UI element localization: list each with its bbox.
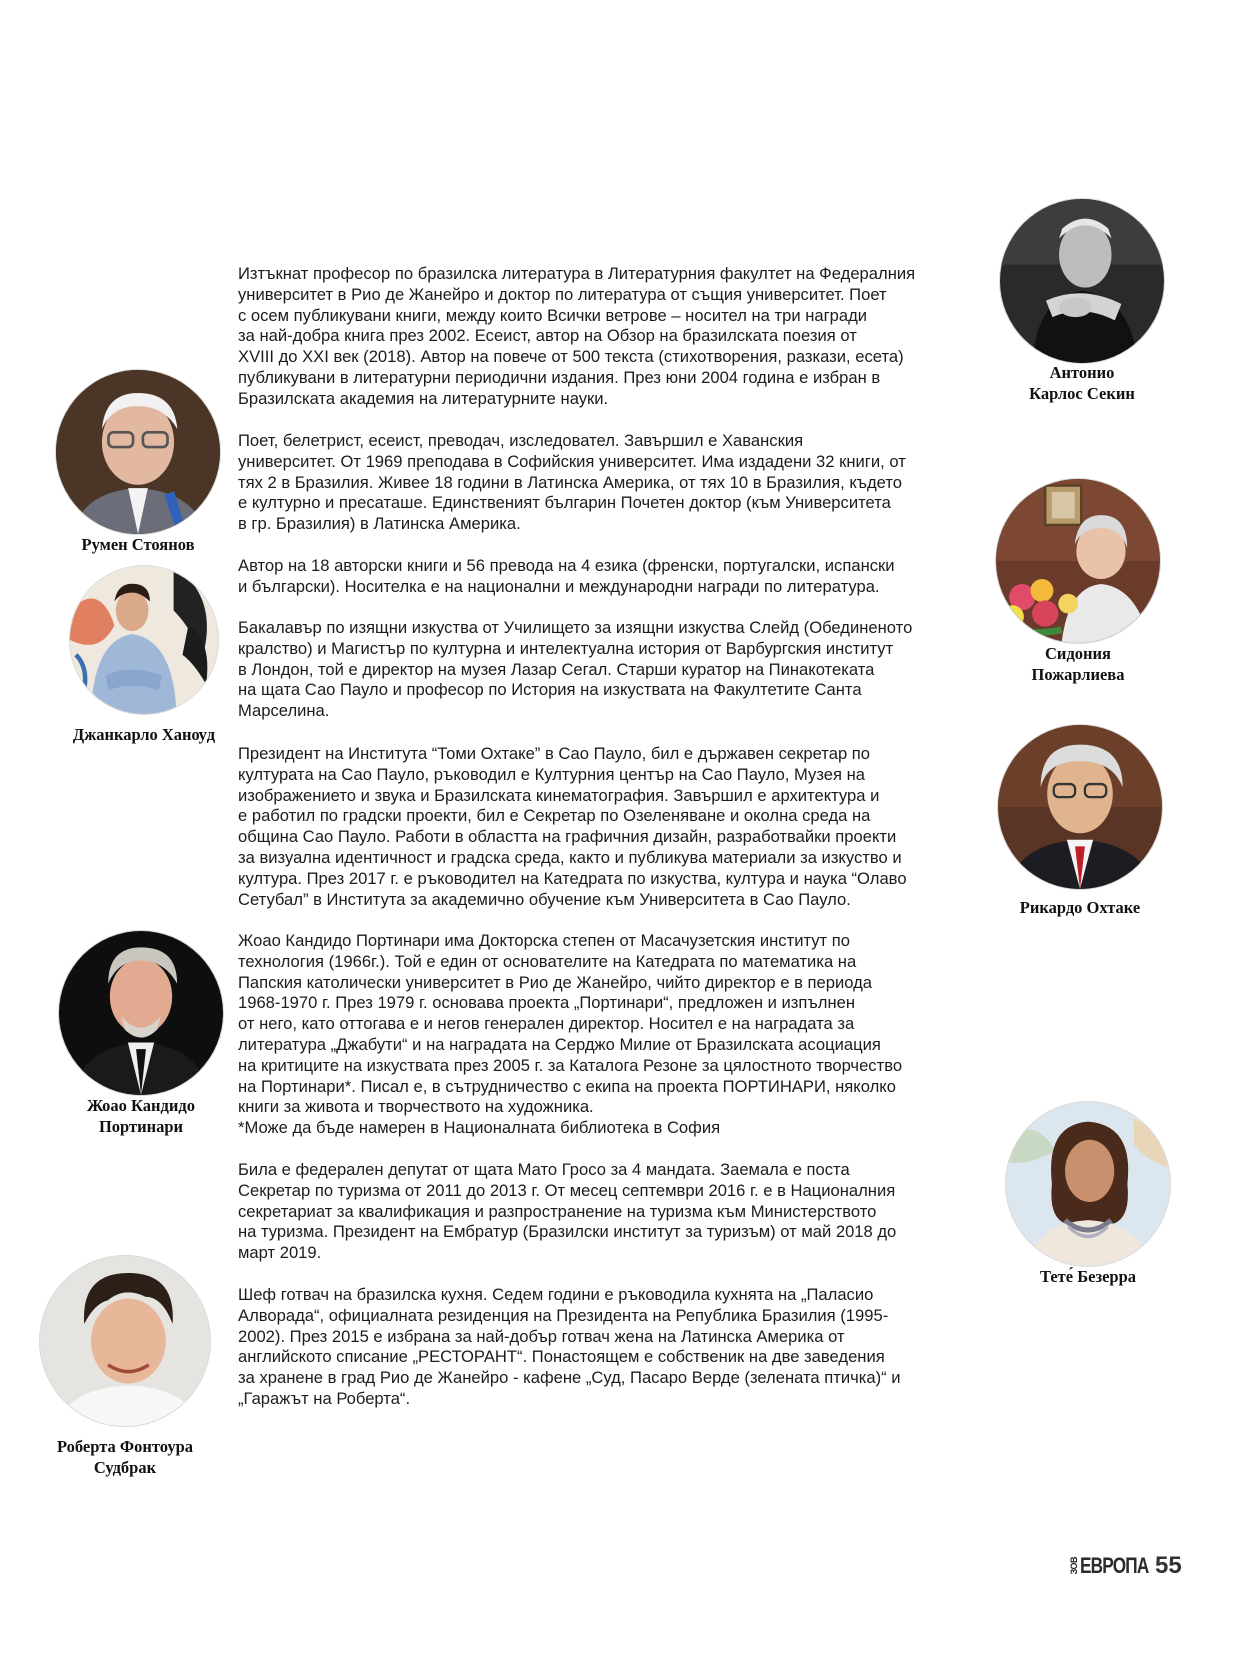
- caption-stoyanov: Румен Стоянов: [81, 535, 195, 554]
- portrait-hanud-graphic: [70, 566, 218, 714]
- caption-hanud: Джанкарло Ханѹд: [72, 725, 216, 744]
- caption-portinari: Жоао Кандидо Портинари: [87, 1096, 195, 1136]
- portrait-bezerra-graphic: [1006, 1102, 1170, 1266]
- brand-prefix: ЗОВ: [1069, 1557, 1079, 1575]
- brand-name: ЕВРОПА: [1080, 1553, 1149, 1578]
- footnote: *Може да бъде намерен в Националната библиотека в София: [238, 1118, 721, 1138]
- caption-sudbrak: Роберта Фонтоура Судбрак: [56, 1437, 194, 1477]
- portrait-bezerra-photo: [1006, 1102, 1170, 1266]
- portrait-sekin-graphic: [1000, 199, 1164, 363]
- portrait-sekin-photo: [1000, 199, 1164, 363]
- portrait-ohtake-photo: [998, 725, 1162, 889]
- magazine-logo: [1070, 1553, 1168, 1579]
- bio-paragraph-sudbrak: Шеф готвач на бразилска кухня. Седем години е ръководила кухнята на „Паласио Алворада“, официалната резиденция на Президента на Република Бразилия (1995- 2002). През 2015 е избрана за най-добър готвач жена на Латинска Америка от английското списание „РЕСТОРАНТ“. Понастоящем е собственик на две заведения за хранене в град Рио де Жанейро - кафене „Суд, Пасаро Верде (зелената птичка)“ и „Гаражът на Роберта“.: [238, 1285, 901, 1408]
- portrait-sudbrak-photo: [40, 1256, 210, 1426]
- portrait-portinari-graphic: [59, 931, 223, 1095]
- caption-pozharlieva: Сидония Пожарлиева: [1031, 644, 1125, 684]
- bio-paragraph-pozharlieva: Автор на 18 авторски книги и 56 превода на 4 езика (френски, португалски, испански и български). Носителка е на национални и международни награди по литература.: [238, 556, 895, 596]
- bio-paragraph-stoyanov: Поет, белетрист, есеист, преводач, изследовател. Завършил е Хаванския университет. От 1969 преподава в Софийския университет. Има издадени 32 книги, от тях 2 в Бразилия. Живее 18 години в Латинска Америка, от тях 10 в Бразилия, където е културно и пресаташе. Единственият българин Почетен доктор (към Университета в гр. Бразилия) в Латинска Америка.: [238, 431, 906, 534]
- caption-sekin: Антонио Карлос Секин: [1029, 363, 1135, 403]
- caption-bezerra: Тете́ Безерра: [1039, 1267, 1137, 1286]
- portrait-stoyanov-photo: [56, 370, 220, 534]
- bio-paragraph-sekin: Изтъкнат професор по бразилска литература в Литературния факултет на Федералния университет в Рио де Жанейро и доктор по литература от същия университет. Поет с осем публикувани книги, между които Всички ветрове – носител на три награди за най-добра книга през 2002. Есеист, автор на Обзор на бразилската поезия от XVIII до XXI век (2018). Автор на повече от 500 текста (стихотворения, разкази, есета) публикувани в литературни периодични издания. През юни 2004 година е избран в Бразилската академия на литературните науки.: [238, 264, 916, 408]
- bio-paragraph-bezerra: Била е федерален депутат от щата Мато Гросо за 4 мандата. Заемала е поста Секретар по туризма от 2011 до 2013 г. От месец септември 2016 г. е в Националния секретариат за квалификация и разпространение на туризма към Министерството на туризма. Президент на Ембратур (Бразилски институт за туризъм) от май 2018 до март 2019.: [238, 1160, 897, 1263]
- bio-paragraph-portinari: Жоао Кандидо Портинари има Докторска степен от Масачузетския институт по технология (1966г.). Той е един от основателите на Катедрата по математика на Папския католически университет в Рио де Жанейро, чийто директор е в периода 1968-1970 г. През 1979 г. основава проекта „Портинари“, предложен и изпълнен от него, като оттогава е и негов генерален директор. Носител е на наградата за литература „Джабути“ и на наградата на Серджо Милие от Бразилската асоциация на критиците на изкуствата през 2005 г. за Каталога Резоне за цялостното творчество на Портинари*. Писал е, в сътрудничество с екипа на проекта ПОРТИНАРИ, няколко книги за живота и творчеството на художника. *Може да бъде намерен в Националната библиотека в София: [238, 931, 983, 1139]
- caption-ohtake: Рикардо Охтаке: [1019, 898, 1141, 917]
- portrait-ohtake-graphic: [998, 725, 1162, 889]
- portrait-stoyanov-graphic: [56, 370, 220, 534]
- portrait-sudbrak-graphic: [40, 1256, 210, 1426]
- portrait-pozharlieva-graphic: [996, 479, 1160, 643]
- page-number: 55: [1155, 1552, 1182, 1579]
- bio-paragraph-hanud: Бакалавър по изящни изкуства от Училището за изящни изкуства Слейд (Обединеното кралство) и Магистър по културна и интелектуална история от Варбургския институт в Лондон, той е директор на музея Лазар Сегал. Старши куратор на Пинакотеката на щата Сао Пауло и професор по История на изкуствата на Факултетите Санта Марселина.: [238, 618, 913, 721]
- bio-paragraph-ohtake: Президент на Института “Томи Охтаке” в Сао Пауло, бил е държавен секретар по културата на Сао Пауло, ръководил е Културния център на Сао Пауло, Музея на изображението и звука и Бразилската кинематография. Завършил е архитектура и е работил по градски проекти, бил е Секретар по Озеленяване и околна среда на община Сао Пауло. Работи в областта на графичния дизайн, разработвайки проекти за визуална идентичност и градска среда, както и публикува материали за изкуство и култура. През 2017 г. е ръководител на Катедрата по изкуства, култура и наука “Олаво Сетубал” в Института за академично обучение към Университета в Сао Пауло.: [238, 744, 907, 909]
- portrait-portinari-photo: [59, 931, 223, 1095]
- portrait-hanud-photo: [70, 566, 218, 714]
- portrait-pozharlieva-photo: [996, 479, 1160, 643]
